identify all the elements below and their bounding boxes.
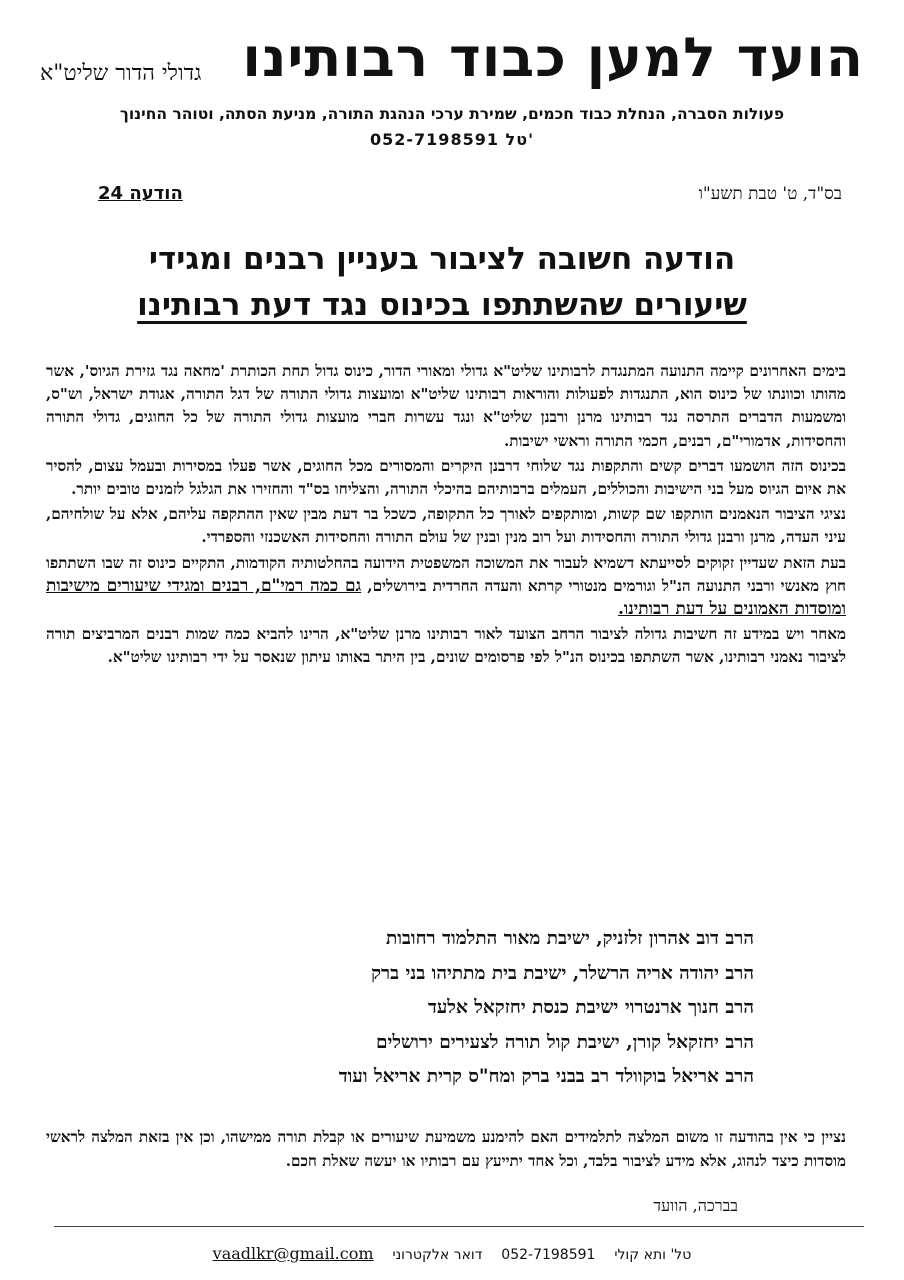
body-paragraph-1: בימים האחרונים קיימה התנועה המתנגדת לרבותינו שליט"א גדולי ומאורי הדור, כינוס גדול תחת הכותרת 'מחאה נגד גזירת הגיוס', אשר מהותו וכוונתו של כינוס הוא, התנגדות לפעולות והוראות רבותינו שליט"א ומועצות גדולי התורה של דגל התורה, אגודת ישראל, וש"ס, ומשמעות הדברים התרסה נגד רבותינו מרנן ורבנן שליט"א ונגד עשרות חברי מועצות גדולי התורה של כל החוגים, גדולי התורה והחסידות, אדמורי"ם, רבנים, חכמי התורה וראשי ישיבות. <box>46 362 846 450</box>
footer-phone-label: טל' ותא קולי <box>614 1247 692 1263</box>
body-paragraph-4-emphasis: גם כמה רמי"ם, רבנים ומגידי שיעורים מישיבות ומוסדות האמונים על דעת רבותינו. <box>46 575 846 620</box>
footer-email-link[interactable]: vaadlkr@gmail.com <box>212 1244 374 1263</box>
header-phone-label: טל' <box>505 130 534 149</box>
title-line-1: הודעה חשובה לציבור בעניין רבנים ומגידי <box>148 241 736 277</box>
closing-paragraph: נציין כי אין בהודעה זו משום המלצה לתלמידים האם להימנע משמיעת שיעורים או קבלת תורה ממישהו, וכן אין בזאת המלצה לראשי מוסדות כיצד לנהוג, אלא מידע לציבור בלבד, וכל אחד יתייעץ עם רבותיו או יעשה שאלת חכם. <box>46 1128 846 1170</box>
letterhead <box>40 24 864 94</box>
footer-phone-number: 052-7198591 <box>501 1247 596 1263</box>
body-paragraph-4 <box>46 552 846 622</box>
footer <box>0 1244 904 1263</box>
notice-body <box>46 360 846 672</box>
rabbis-list <box>339 922 754 1095</box>
header-phone-number: 052-7198591 <box>370 130 499 149</box>
organization-title: הועד למען כבוד רבותינו <box>242 26 864 89</box>
date-line: בס"ד, ט' טבת תשע"ו <box>698 184 842 204</box>
rabbi-list-item: הרב דוב אהרון זלזניק, ישיבת מאור התלמוד רחובות <box>385 928 754 949</box>
organization-subtitle: גדולי הדור שליט"א <box>40 61 202 86</box>
footer-email-label: דואר אלקטרוני <box>392 1247 483 1263</box>
body-paragraph-4-text: בעת הזאת שעדיין זקוקים לסייעתא דשמיא לעבור את המשוכה המשפטית הידועה בהחלטותיה הקודמות, התקיים כינוס זה שבו השתתפו חוץ מאנשי ורבני התנועה הנ"ל וגורמים מנטורי קרתא והעדה החרדית בירושלים, <box>46 553 846 595</box>
notice-number: הודעה 24 <box>98 183 183 204</box>
body-paragraph-2: בכינוס הזה הושמעו דברים קשים והתקפות נגד שלוחי דרבנן היקרים והמסורים מכל החוגים, אשר פעלו במסירות ובעמל עצום, להסיר את איום הגיוס מעל בני הישיבות והכוללים, העמלים ברבותיהם בהיכלי התורה, והצליחו בס"ד והחזירו את הגלגל לזמנים טובים יותר. <box>46 456 846 499</box>
rabbi-list-item: הרב יחזקאל קורן, ישיבת קול תורה לצעירים ירושלים <box>376 1031 754 1053</box>
notice-title <box>40 236 844 328</box>
rabbi-list-item: הרב אריאל בוקוולד רב בבני ברק ומח"ס קרית אריאל ועוד <box>338 1066 754 1087</box>
footer-divider <box>54 1226 864 1227</box>
body-paragraph-5: מאחר ויש במידע זה חשיבות גדולה לציבור הרחב הצועד לאור רבותינו מרנן שליט"א, הרינו להביא כמה שמות רבנים המרביצים תורה לציבור נאמני רבותינו, אשר השתתפו בכינוס הנ"ל לפי פרסומים שונים, בין היתר באותו עיתון שנאסר על ידי רבותינו שליט"א. <box>46 625 846 667</box>
signature: בברכה, הוועד <box>653 1196 738 1215</box>
title-line-2-text: שיעורים שהשתתפו בכינוס נגד דעת רבותינו <box>137 287 747 323</box>
rabbi-list-item: הרב יהודה אריה הרשלר, ישיבת בית מתתיהו בני ברק <box>371 962 754 984</box>
body-paragraph-3: נציגי הציבור הנאמנים הותקפו שם קשות, ומותקפים לאורך כל התקופה, כשכל בר דעת מבין שאין ההתקפה עליהם, אלא על שולחיהם, עיני העדה, מרנן ורבנן גדולי התורה והחסידות ועל רוב מנין ובנין של עולם התורה והחסידות האשכנזי והספרדי. <box>46 505 846 547</box>
header-phone <box>0 130 904 149</box>
title-line-2 <box>40 282 844 328</box>
activities-line: פעולות הסברה, הנחלת כבוד חכמים, שמירת ערכי הנהגת התורה, מניעת הסתה, וטוהר החינוך <box>119 105 785 123</box>
rabbi-list-item: הרב חנוך ארנטרוי ישיבת כנסת יחזקאל אלעד <box>427 997 754 1018</box>
